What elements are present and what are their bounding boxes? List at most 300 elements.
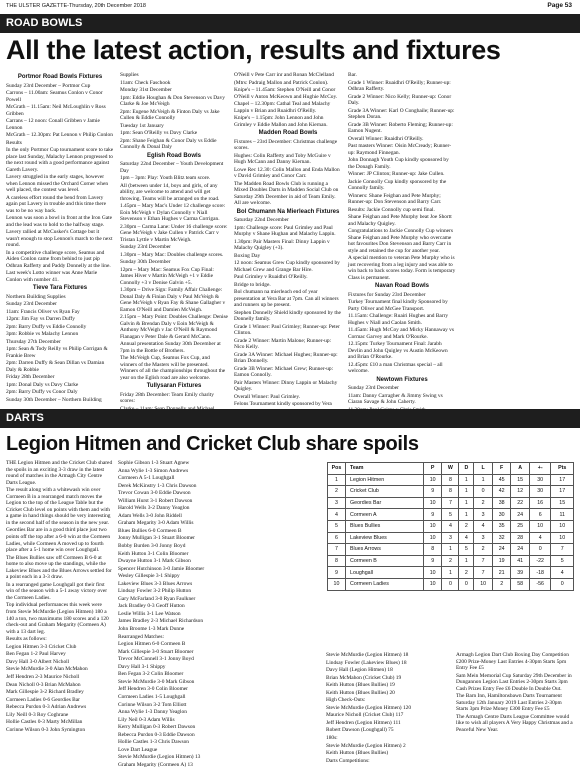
table-cell: Lakeview Blues bbox=[346, 532, 424, 544]
table-cell: 22 bbox=[511, 497, 530, 509]
darts-text-line: Anna Wylie 1-3 Danny Yeaglon bbox=[118, 709, 187, 716]
table-cell: 25 bbox=[511, 520, 530, 532]
darts-text-line: Wesley Gillespie 3-1 Shippy bbox=[118, 573, 180, 580]
darts-text-line: The Armagh Centre Darts League Committee would like to wish all players A Very Happy Christmas and a Peaceful New Year. bbox=[456, 713, 573, 734]
table-cell: 21 bbox=[492, 567, 511, 579]
darts-text-line: THE Legion Hitmen and the Cricket Club shared the spoils in an exciting 3-3 draw in the latest round of matches in the Armagh City Centre Darts League. bbox=[6, 460, 113, 486]
article-paragraph: 1.30pm – Drive Sign: Family Affair Challenge: Donal Daly & Finian Daly v Paul McVeigh & Gene McVeigh v Ryan Fay & Shane Gallagher v Eamon O'Neill and Damien McVeigh. bbox=[120, 287, 226, 313]
article-paragraph: Shane Feighan and Pete Murphy beat Joe Shortt and Malachy Quigley. bbox=[348, 214, 452, 227]
table-cell: 8 bbox=[442, 474, 459, 486]
table-cell: 28 bbox=[511, 532, 530, 544]
article-paragraph: Sunday 23rd December bbox=[120, 244, 171, 250]
article-paragraph: 3pm: Robbie vs Malachy Lennon bbox=[6, 331, 79, 337]
article-paragraph: Sunday 23rd December bbox=[348, 385, 399, 391]
table-cell: Cricket Club bbox=[346, 486, 424, 498]
table-row bbox=[328, 555, 574, 567]
darts-text-line: Cormeen Ladies 0-6 Geordies Bar bbox=[6, 696, 80, 703]
table-header-row bbox=[328, 463, 574, 475]
article-paragraph: Turkey Tournament final kindly Sponsored by Party Oliver and McGee Transport. bbox=[348, 299, 448, 312]
article-paragraph: Annual presentation Sunday 30th December at 7pm in the Bottle of Brothers. bbox=[120, 341, 221, 354]
article-paragraph: 1pm: Sean O'Reilly vs Davy Clarke bbox=[120, 130, 198, 136]
darts-text-line: Davy Hall (Legion Hitmen) 18 bbox=[326, 667, 393, 674]
article-paragraph: Jackie Connolly Cup kindly sponsored by the Connolly family. bbox=[348, 178, 447, 191]
table-row bbox=[328, 532, 574, 544]
article-paragraph: 12pm: Jim Fay vs Darren Duffy bbox=[6, 316, 75, 322]
article-paragraph: Overall Winner: Paul Grimley. bbox=[234, 393, 301, 400]
darts-column-3 bbox=[226, 460, 320, 735]
table-cell: 10 bbox=[328, 578, 346, 590]
article-paragraph: A special mention to veteran Pete Murphy who is just recovering from a leg injury and was able to win back to back scores today. Form is temporary Class is permanent. bbox=[348, 255, 456, 281]
table-cell: P bbox=[423, 463, 442, 475]
darts-text-line: Lindsay Fowler 3-2 Philip Hutton bbox=[118, 588, 192, 595]
table-cell: 1 bbox=[459, 474, 474, 486]
bowls-column-1 bbox=[6, 72, 114, 405]
article-paragraph: Winners: Shane Feighan and Pete Murphy; Runner-up: Don Stevenson and Barry Carr. bbox=[348, 192, 442, 205]
darts-column-5 bbox=[456, 652, 574, 736]
darts-text-line: Top individual performances this week were from Stevie McMurdie (Legion Hitmen) 180 a 140 a ton, two maximums 180 scores and a 120 check-out and Graham Megarity (Cormeen A) with a 13 dart leg. bbox=[6, 602, 109, 635]
table-cell: 10 bbox=[474, 578, 493, 590]
table-cell: 2 bbox=[442, 555, 459, 567]
table-cell: 3 bbox=[474, 532, 493, 544]
article-paragraph: Bar. bbox=[348, 72, 357, 78]
article-paragraph: Saturday 22nd December bbox=[234, 217, 289, 223]
darts-text-line: Spencer Hutchinson 3-0 Jamie Bloomer bbox=[118, 565, 205, 572]
table-cell: 5 bbox=[551, 555, 574, 567]
article-paragraph: Saturday 22nd December – Youth Development Day bbox=[120, 161, 224, 174]
darts-text-line: Results as follows: bbox=[6, 636, 47, 643]
road-bowls-columns bbox=[6, 72, 574, 405]
darts-text-line: The result along with a whitewash win over Cormeen B in a rearranged match moves the Legion to the top of the League Table but the Cricket Club level on points with them and with a game in hand things should be very interesting in the second half of the season in the new year. bbox=[6, 487, 111, 526]
article-paragraph: Overall Winner: Ruaidhri O'Reilly. bbox=[348, 135, 424, 142]
table-cell: 42 bbox=[492, 486, 511, 498]
table-cell: 10 bbox=[423, 532, 442, 544]
darts-text-line: Dwayne Hutton 3-1 Mark Gibson bbox=[118, 558, 191, 565]
darts-text-line: 180s: bbox=[326, 735, 338, 742]
table-cell: 11 bbox=[551, 509, 574, 521]
darts-text-line: Stevie McMurdie (Legion Hitmen) 120 bbox=[326, 704, 412, 711]
table-cell: 15 bbox=[551, 497, 574, 509]
article-paragraph: Grade 3B Winner: Michael Grew; Runner-up: Eamon Connolly. bbox=[234, 365, 334, 378]
table-cell: 41 bbox=[511, 555, 530, 567]
article-paragraph: Sunday 30th December bbox=[120, 259, 171, 265]
article-paragraph: Fixtures for Sunday 23rd December bbox=[348, 291, 426, 298]
fixture-heading: Tieve Tara Fixtures bbox=[32, 285, 88, 291]
article-paragraph: Friday 28th December bbox=[6, 374, 55, 380]
darts-text-line: Gary McFarland 3-0 Ryan Faulkner bbox=[118, 595, 196, 602]
table-cell: 2 bbox=[492, 578, 511, 590]
article-paragraph: 11am: Check Faschook bbox=[120, 79, 171, 86]
table-cell: 9 bbox=[423, 555, 442, 567]
article-paragraph: In a competitive challenge score, Seamus and Aiden Conlon came from behind to just pip Odhran Rafferty and Paddy Donnelly at the line. bbox=[6, 249, 111, 269]
table-cell: 10 bbox=[423, 474, 442, 486]
darts-text-line: Darts Competitions: bbox=[326, 757, 370, 764]
table-cell: 4 bbox=[474, 520, 493, 532]
article-paragraph: Bridge to bridge. bbox=[234, 281, 271, 288]
table-cell: 58 bbox=[511, 578, 530, 590]
darts-text-line: Sophie Gibson 1-3 Stuart Agnew bbox=[118, 460, 190, 466]
bowls-column-3 bbox=[234, 72, 342, 405]
darts-text-line: Stevie McMurdie 3-0 Mark Gibson bbox=[118, 678, 195, 685]
darts-text-line: Stevie McMurdie (Legion Hitmen) 18 bbox=[326, 652, 409, 658]
table-row bbox=[328, 578, 574, 590]
article-paragraph: Sunday 23rd December – Portmor Cup bbox=[6, 82, 91, 89]
article-paragraph: Grade 3A Winner: Karl O Conghaile; Runner-up: Stephen Doran. bbox=[348, 107, 455, 120]
section-banner-road-bowls: ROAD BOWLS bbox=[0, 14, 580, 33]
table-cell: 6 bbox=[328, 532, 346, 544]
darts-text-line: Stevie McMurdie (Legion Hitmen) 13 bbox=[118, 754, 201, 761]
article-paragraph: Lavery rallied at McCusker's Cottage but it wasn't enough to stop Lennon's march to the next round. bbox=[6, 229, 113, 248]
article-paragraph: 2pm: Shane Feighan & Conor Daly vs Eddie Connolly & Donal Daly bbox=[120, 137, 217, 150]
article-paragraph: 1.30pm: Pair Masters Final: Dinny Lappin v Malachy Quigley (+3). bbox=[234, 238, 330, 251]
table-cell: 4 bbox=[442, 520, 459, 532]
article-paragraph: Lowe Rec 12.30: Colin Mallon and Enda Mallon v David Grimley and Conor Carr. bbox=[234, 166, 340, 179]
article-paragraph: Felons Tournament kindly sponsored by Vera bbox=[234, 401, 332, 407]
table-cell: Blues Bullies bbox=[346, 520, 424, 532]
article-paragraph: Boxing Day bbox=[234, 252, 261, 259]
article-paragraph: All (between under 14, boys and girls, of any ability, are welcome to attend and will get throwing. Teams will be arranged on the road. bbox=[120, 182, 220, 202]
article-paragraph: Chapel – 12.30pm: Cathal Teal and Malachy Lappin v Brian and Ruaidhri O'Reilly. bbox=[234, 101, 331, 114]
article-paragraph: John Donnagh Youth Cup kindly sponsored by the Donagh Family. bbox=[348, 157, 449, 170]
table-cell: 8 bbox=[423, 544, 442, 556]
darts-text-line: Hollie Castles 0-3 Marty McMillan bbox=[6, 719, 83, 726]
table-cell: 15 bbox=[511, 474, 530, 486]
darts-text-line: Rearranged Matches: bbox=[118, 633, 164, 640]
table-row bbox=[328, 474, 574, 486]
darts-text-line: Ben Fegan 1-2 Paul Harvey bbox=[6, 651, 66, 658]
table-cell: W bbox=[442, 463, 459, 475]
table-cell: 0 bbox=[551, 578, 574, 590]
article-paragraph: 11am: Danny Carragher & Jimmy Swing vs Ciaran Savage & John Caherty. bbox=[348, 392, 443, 405]
table-cell: 24 bbox=[511, 544, 530, 556]
table-cell: 17 bbox=[551, 486, 574, 498]
article-paragraph: 12pm – Mary Mac: Seamus Fox Cup Final: James Hiver v Martin McVeigh +1 v Eddie Connolly +3 v Denise Galvin +5. bbox=[120, 266, 214, 286]
section-banner-darts: DARTS bbox=[0, 409, 580, 428]
darts-text-line: James Bradley 2-3 Michael Richardson bbox=[118, 618, 204, 625]
table-cell: 7 bbox=[474, 567, 493, 579]
article-paragraph: O'Neill v Pete Carr inr and Ronan McClelland bbox=[234, 72, 334, 78]
table-cell: 0 bbox=[442, 578, 459, 590]
article-paragraph: 12 noon: Seamus Grew Cup kindly sponsored by Michael Grew and Grange Bar Hire. bbox=[234, 260, 340, 273]
table-cell: 3 bbox=[474, 509, 493, 521]
darts-text-line: Mark Gillespie 3-0 Stuart Bloomer bbox=[118, 648, 194, 655]
table-cell: 16 bbox=[529, 497, 550, 509]
bowls-column-2 bbox=[120, 72, 228, 405]
article-paragraph: 1.45pm – Mary Mac's Under 12 challenge score: Eoin McVeigh v Dylan Connolly v Niall Stevenson v Ethan Hughes v Carma Corrigan. bbox=[120, 203, 226, 222]
table-cell: 3 bbox=[328, 497, 346, 509]
table-cell: 2 bbox=[474, 544, 493, 556]
darts-text-line: Lily Neill 0-3 Roy Coghrane bbox=[6, 711, 69, 718]
table-cell: 10 bbox=[551, 520, 574, 532]
table-cell: 2 bbox=[459, 520, 474, 532]
article-paragraph: Grade 2 Winner: Nico Kelly; Runner-up: Conor Daly. bbox=[348, 93, 452, 106]
darts-text-line: Lily Neil 0-3 Adam Willis bbox=[118, 716, 175, 723]
table-row bbox=[328, 567, 574, 579]
table-cell: 8 bbox=[328, 555, 346, 567]
table-cell: 2 bbox=[474, 497, 493, 509]
table-cell: 30 bbox=[529, 486, 550, 498]
article-paragraph: 2.15pm – Mary Point: Doubles Challenge: Denise Galvin & Brendan Daly v Eoin McVeigh & Anthony McVeigh v Jac O'Neill & Raymond Flanagan v Peter Dale & Gerard McCann. bbox=[120, 314, 228, 340]
page-number: Page 53 bbox=[547, 2, 572, 9]
table-cell: Cormeen B bbox=[346, 555, 424, 567]
table-cell: 24 bbox=[511, 509, 530, 521]
table-cell: 1 bbox=[459, 486, 474, 498]
article-paragraph: 2pm: Barry Duffy vs Conor Daly bbox=[6, 389, 78, 395]
table-cell: 10 bbox=[423, 497, 442, 509]
league-table bbox=[327, 462, 574, 591]
darts-text-line: Ben Fegan 3-2 Colin Bloomer bbox=[118, 671, 184, 678]
darts-text-line: Keith Hutton 3-1 Colin Bloomer bbox=[118, 550, 189, 557]
article-paragraph: 1.30pm – Mary Mac: Doubles challenge scores. bbox=[120, 251, 224, 258]
darts-text-line: Dean Nicholl 0-3 Brian McMahon bbox=[6, 681, 81, 688]
darts-text-line: Cormeen Ladies 1-5 Loughgall bbox=[118, 693, 186, 700]
table-cell: D bbox=[459, 463, 474, 475]
darts-text-line: The Blues Bullies saw off Cormeen B 6-0 at home to also move up the standings, while the Lakeview Blues and the Blues Arrows settled for a point each in a 3-3 draw. bbox=[6, 554, 112, 581]
darts-text-line: Sam Mein Memorial Cup Saturday 29th December in Dungannon Legion Last Entries 2-30pm Starts 3pm Cash Prizes Entry Fee £6 Double In Double Out. bbox=[456, 672, 572, 692]
darts-text-line: Trevor Cowan 3-0 Eddie Dawson bbox=[118, 490, 191, 497]
bowls-column-5 bbox=[462, 72, 570, 405]
article-paragraph: Northern Building Supplies bbox=[6, 293, 66, 300]
table-cell: 1 bbox=[442, 567, 459, 579]
table-cell: 10 bbox=[529, 520, 550, 532]
darts-text-line: Lakeview Blues 3-3 Blues Arrows bbox=[118, 580, 193, 587]
article-paragraph: 11.15am: Challenge: Ruairi Hughes and Barry Hughes v Niall and Caolan Smith. bbox=[348, 313, 449, 326]
darts-text-line: Jonny Mulligan 3-1 Stuart Bloomer bbox=[118, 535, 195, 542]
darts-text-line: Davy Hall 3-0 Albert Nicholl bbox=[6, 658, 70, 665]
darts-text-line: Rebecca Purdon 0-3 Adrian Andrews bbox=[6, 704, 87, 711]
table-cell: 5 bbox=[459, 544, 474, 556]
darts-text-line: Jeff Hendren 3-0 Colin Bloomer bbox=[118, 686, 188, 693]
table-cell: 1 bbox=[442, 544, 459, 556]
table-cell: 4 bbox=[551, 567, 574, 579]
darts-text-line: Mark Gillespie 3-2 Richard Bradley bbox=[6, 689, 84, 696]
table-cell: Team bbox=[346, 463, 424, 475]
table-cell: 38 bbox=[492, 497, 511, 509]
article-paragraph: 2pm: Darren Duffy & Sean Dillan vs Damian Daly & Robbie bbox=[6, 360, 105, 373]
table-cell: 10 bbox=[423, 578, 442, 590]
bowls-column-4 bbox=[348, 72, 456, 405]
table-cell: Pos bbox=[328, 463, 346, 475]
article-paragraph: Sunday 30th December – Northern Building bbox=[6, 396, 102, 403]
table-cell: Cormeen A bbox=[346, 509, 424, 521]
article-paragraph: Monday 31st December bbox=[120, 87, 172, 93]
table-cell: 1 bbox=[328, 474, 346, 486]
fixture-heading: Eglish Road Bowls bbox=[146, 152, 201, 159]
darts-text-line: John Broome 1-3 Mark Dunne bbox=[118, 626, 185, 633]
article-paragraph: Winner: JP Clinton; Runner-up: Jake Cullen. bbox=[348, 171, 445, 177]
darts-text-line: High Check-Outs: bbox=[326, 697, 366, 704]
road-bowls-headline: All the latest action, results and fixtures bbox=[6, 35, 501, 65]
fixture-heading: Tullysaran Fixtures bbox=[146, 383, 202, 389]
article-paragraph: 2pm: Barry Duffy vs Eddie Connolly bbox=[6, 323, 87, 330]
table-cell: 0 bbox=[474, 486, 493, 498]
darts-text-line: Blues Bullies 6-0 Cormeen B bbox=[118, 527, 182, 534]
table-row bbox=[328, 497, 574, 509]
article-paragraph: 1pm: Donal Daly vs Davy Clarke bbox=[6, 381, 79, 388]
darts-text-line: Legion Hitmen 6-0 Cormeen B bbox=[118, 641, 186, 648]
article-paragraph: Grade 1 Winner: Paul Grimley; Runner-up: Peter Clinton. bbox=[234, 323, 340, 336]
fixture-heading: Bol Chumann Na Mierleach Fixtures bbox=[236, 208, 340, 215]
article-paragraph: Congratulations to Jackie Connolly Cup winners Shane Feighan and Pete Murphy who overcame hot favourites Don Stevenson and Barry Carr in style and retained the cup for another year. bbox=[348, 228, 453, 254]
table-cell: 1 bbox=[459, 497, 474, 509]
table-cell: Geordies Bar bbox=[346, 497, 424, 509]
table-cell: 30 bbox=[492, 509, 511, 521]
table-cell: 10 bbox=[551, 532, 574, 544]
darts-text-line: Jeff Hendren (Legion Hitmen) 111 bbox=[326, 719, 401, 726]
article-paragraph: 11am: Francis Oliver vs Ryan Fay bbox=[6, 308, 80, 315]
fixture-heading: Portmor Road Bowls Fixtures bbox=[17, 74, 103, 80]
table-cell: 30 bbox=[529, 474, 550, 486]
darts-text-line: In a rearranged game Loughgall got their first win of the season with a 5-1 away victory over the Cormeen Ladies. bbox=[6, 581, 108, 601]
article-paragraph: 11.45am: Hugh McCoy and Micky Hannaway vs Cormac Garvey and Mark O'Rourke. bbox=[348, 327, 454, 340]
darts-text-line: Kerry Mulligan 0-3 Robert Dawson bbox=[118, 724, 196, 731]
article-paragraph: 12.15pm: Turkey Tournament Final: Jarabh Devlin and John Quigley vs Austin McKeown and Brian O'Rourke. bbox=[348, 341, 448, 360]
table-row bbox=[328, 486, 574, 498]
table-cell: Blues Arrows bbox=[346, 544, 424, 556]
table-cell: 1 bbox=[474, 474, 493, 486]
article-paragraph: 2.30pm – Carma Lane: Under 16 challenge score: Gene McVeigh v Jake Cullen v Patrick Carr v Tristan Lyttle v Martin McVeigh. bbox=[120, 223, 228, 243]
article-paragraph: Lennon was soon a bowl in front at the Iron Gate and the lead was to hold to the halfway stage. bbox=[6, 215, 112, 228]
table-cell: L bbox=[474, 463, 493, 475]
article-paragraph: 1pm – 3pm: Play: Youth Blitz team score. bbox=[120, 175, 211, 181]
fixture-heading: Madden Road Bowls bbox=[258, 130, 318, 136]
article-paragraph: Grade 1 Winner: Ruaidhri O'Reilly; Runner-up: Odhran Rafferty. bbox=[348, 79, 451, 92]
table-cell: 12 bbox=[511, 486, 530, 498]
table-cell: 0 bbox=[459, 578, 474, 590]
darts-text-line: The Barn Inn, Hamiltonsbawn Darts Tournament Saturday 12th January 2019 Last Entries 2-30pm Starts 3pm Prize Money £300 Entry Fee £5 bbox=[456, 693, 562, 713]
table-cell: 9 bbox=[423, 509, 442, 521]
table-cell: 8 bbox=[442, 486, 459, 498]
article-paragraph: Carrons – 11.00am: Seamus Conlon v Conor Powell bbox=[6, 90, 103, 103]
article-paragraph: Grade 3B Winner: Roberto Fleming; Runner-up: Eamon Nugent. bbox=[348, 121, 453, 134]
article-paragraph: Thursday 27th December bbox=[6, 338, 61, 345]
darts-text-line: Jeff Hendren 2-3 Maurice Nicholl bbox=[6, 673, 80, 680]
table-cell: 24 bbox=[492, 544, 511, 556]
darts-text-line: Geordies Bar are in a good third place just two points off the top after a 6-0 win at the Cormeen Ladies, while Cormeen A moved up to fourth place after a 5-1 home win over Loughgall. bbox=[6, 527, 111, 554]
article-paragraph: Hughes: Colin Rafferty and Toby McGuire v Hugh McCann and Danny Kiernan. bbox=[234, 152, 331, 165]
table-cell: 9 bbox=[328, 567, 346, 579]
article-paragraph: 2pm: Eugene McVeigh & Finton Daly vs Jake Cullen & Eddie Connolly bbox=[120, 108, 220, 121]
darts-text-line: Bobby Burden 3-0 Jonny Boyd bbox=[118, 543, 186, 550]
article-paragraph: McGrath – 11.15am: Neil McLoughlin v Ross Gribben bbox=[6, 104, 106, 117]
table-cell: 7 bbox=[328, 544, 346, 556]
darts-text-line: Cormeen A 5-1 Loughgall bbox=[118, 475, 175, 482]
darts-text-line: Harold Wells 3-2 Danny Yeaglon bbox=[118, 505, 190, 512]
article-paragraph: In the only Portmor Cup tournament score to take place last Sunday, Malachy Lennon progressed to the next round with a good performance against Gareth Lavery. bbox=[6, 147, 114, 173]
darts-text-line: Love Dart League bbox=[118, 746, 158, 753]
table-cell: Pts bbox=[551, 463, 574, 475]
darts-text-line: Anna Wylie 1-3 Simon Andrews bbox=[118, 467, 189, 474]
article-paragraph: (Mtrs: Padraig Mallon and Patrick Conlon). bbox=[234, 79, 329, 86]
darts-text-line: Keith Hutton (Blues Bullies) 20 bbox=[326, 689, 395, 696]
table-cell: +- bbox=[529, 463, 550, 475]
darts-text-line: Graham Megarity 3-0 Adam Willis bbox=[118, 520, 194, 527]
table-row bbox=[328, 520, 574, 532]
table-cell: A bbox=[511, 463, 530, 475]
darts-text-line: Trevor McConnell 3-1 Jonny Boyd bbox=[118, 656, 194, 663]
darts-text-line: Legion Hitmen 3-3 Cricket Club bbox=[6, 643, 77, 650]
darts-text-line: Maurice Nicholl (Cricket Club) 117 bbox=[326, 712, 404, 719]
darts-text-line: Stevie McMurdie (Legion Hitmen) 2 bbox=[326, 742, 406, 749]
article-paragraph: The McVeigh Cup, Seamus Fox Cup, and winners of the Masters will be presented. Winners of all the championships throughout the year on the Eglish road are also welcome. bbox=[120, 355, 226, 381]
table-cell: 4 bbox=[328, 509, 346, 521]
table-cell: 3 bbox=[442, 532, 459, 544]
table-cell: 2 bbox=[459, 567, 474, 579]
article-paragraph: Knipe's – 11.45am: Stephen O'Neill and Conor O'Neill v Anton McKeown and Hughie McCoy. bbox=[234, 87, 338, 100]
darts-text-line: Corinne Wilson 0-3 John Symington bbox=[6, 726, 86, 733]
table-cell: 35 bbox=[492, 520, 511, 532]
article-paragraph: Pair Masters Winner: Dinny Lappin or Malachy Quigley. bbox=[234, 379, 338, 392]
table-cell: 32 bbox=[492, 532, 511, 544]
table-cell: 7 bbox=[442, 497, 459, 509]
article-paragraph: The Madden Road Bowls Club is running a Mixed Doubles Darts in Madden Social Club on Saturday 29th December in aid of Team Emily. All are welcome. bbox=[234, 180, 339, 206]
article-paragraph: Lavery struggled in the early stages, however when Lennon missed the Orchard Corner when well placed, the contest was level. bbox=[6, 174, 109, 193]
article-paragraph: Friday 28th December: Team Emily charity scores: bbox=[120, 391, 214, 404]
article-paragraph: Supplies bbox=[120, 72, 139, 78]
darts-text-line: Stevie McMurdie 3-0 Alan McMahon bbox=[6, 666, 88, 673]
fixture-heading: Navan Road Bowls bbox=[374, 283, 429, 289]
darts-text-line: Keith Hutton (Blues Bullies) bbox=[326, 750, 389, 757]
table-cell: 5 bbox=[328, 520, 346, 532]
article-paragraph: Carrans – 12 noon: Conall Gribben v Jamie Lennon bbox=[6, 118, 100, 131]
article-paragraph: Past masters Winner: Oisin McCready; Runner-up: Raymond Finnegan. bbox=[348, 143, 452, 156]
article-paragraph: 12.45pm: £10 a man Christmas special – all welcome. bbox=[348, 361, 443, 374]
table-cell: 9 bbox=[423, 486, 442, 498]
table-cell: -22 bbox=[529, 555, 550, 567]
darts-text-line: Leslie Willis 3-1 Lee Watson bbox=[118, 610, 181, 617]
table-cell: 1 bbox=[459, 509, 474, 521]
table-cell: -56 bbox=[529, 578, 550, 590]
table-row bbox=[328, 509, 574, 521]
darts-text-line: Rebecca Purdon 0-3 Eddie Dawson bbox=[118, 731, 195, 738]
table-cell: 5 bbox=[442, 509, 459, 521]
article-paragraph: Stephen Donnelly Shield kindly sponsored by the Donnelly family. bbox=[234, 309, 341, 322]
darts-text-line: Brian McMahon (Cricket Club) 19 bbox=[326, 674, 402, 681]
article-paragraph: Last week's Lotto winner was Anne Marie Conlon with number 41. bbox=[6, 270, 98, 283]
article-paragraph: Bol chumann na mierleach end of year presentation at Vera Bar at 7pm. Can all winners and runners up be present. bbox=[234, 289, 339, 308]
article-paragraph: Results bbox=[6, 139, 22, 146]
table-cell: 10 bbox=[423, 567, 442, 579]
darts-text-line: Keith Hutton (Blues Bullies) 19 bbox=[326, 682, 395, 689]
fixture-heading: Newtown Fixtures bbox=[376, 376, 428, 383]
table-cell: 1 bbox=[459, 555, 474, 567]
page-header bbox=[0, 0, 580, 14]
darts-text-line: Hollie Castles 1-3 Chris Dawson bbox=[118, 739, 189, 746]
table-cell: 2 bbox=[328, 486, 346, 498]
table-cell: 45 bbox=[492, 474, 511, 486]
darts-text-line: William Hurst 3-1 Robert Dawson bbox=[118, 497, 193, 504]
table-cell: F bbox=[492, 463, 511, 475]
article-paragraph: Paul Grimley v Ruaidhri O'Reilly. bbox=[234, 274, 308, 280]
article-paragraph: 1pm: Sean & Tody Reilly vs Philip Corrigan & Frankie Brew bbox=[6, 346, 108, 359]
darts-text-line: Davy Hall 3-1 Shippy bbox=[118, 663, 166, 670]
table-cell: 4 bbox=[529, 532, 550, 544]
darts-column-2 bbox=[118, 460, 220, 768]
darts-column-4 bbox=[326, 652, 448, 764]
table-cell: 10 bbox=[423, 520, 442, 532]
article-paragraph: Sunday 23rd December bbox=[6, 301, 57, 307]
table-row bbox=[328, 544, 574, 556]
table-cell: 7 bbox=[551, 544, 574, 556]
table-cell: Loughgall bbox=[346, 567, 424, 579]
article-paragraph: Fixtures – 23rd December: Christmas challenge scores. bbox=[234, 138, 338, 151]
table-cell: 7 bbox=[474, 555, 493, 567]
article-paragraph: Grade 3A Winner: Michael Hughes; Runner-up: Brian Donnelly. bbox=[234, 351, 338, 364]
table-cell: 0 bbox=[529, 544, 550, 556]
table-cell: 39 bbox=[511, 567, 530, 579]
darts-headline: Legion Hitmen and Cricket Club share spoils bbox=[6, 433, 419, 455]
darts-text-line: Robert Dawson (Loughgall) 75 bbox=[326, 727, 394, 734]
darts-text-line: Lindsay Fowler (Lakeview Blues) 18 bbox=[326, 659, 407, 666]
